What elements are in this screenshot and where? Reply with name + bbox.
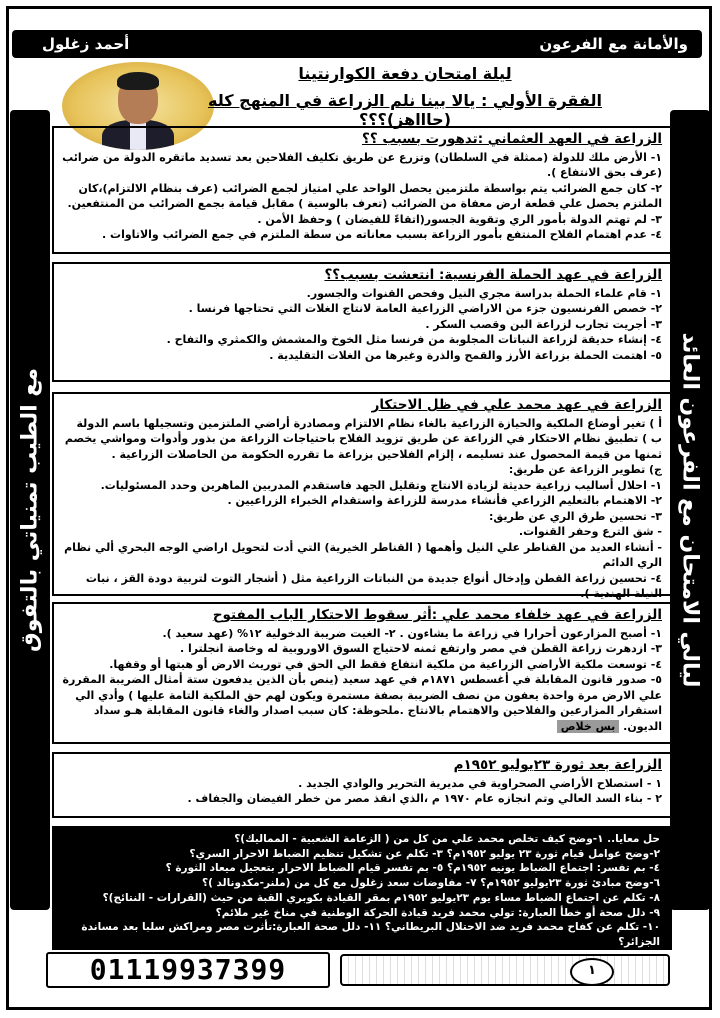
question-line: حل معايا.. ١-وضح كيف تخلص محمد علي من كل من ( الزعامة الشعبية - المماليك)؟ [234, 833, 660, 845]
section-line: ٥- اهتمت الحملة بزراعة الأرز والقمح والذرة وغيرها من الغلات التقليدية . [269, 348, 662, 362]
left-side-banner [10, 110, 50, 910]
section-line: ١- احلال أساليب زراعية حديثة لزيادة الانتاج وتقليل الجهد فاستقدم المدربين الماهرين وحدد المسئوليات. [100, 478, 662, 492]
section-title: الزراعة بعد ثورة ٢٣يوليو ١٩٥٢م [453, 757, 662, 773]
phone-number: 01119937399 [46, 952, 330, 988]
section-title: الزراعة في العهد العثماني :تدهورت بسبب ؟؟ [362, 131, 662, 147]
page-title: ليلة امتحان دفعة الكوارنتينا [298, 64, 512, 83]
section-line: ج) تطوير الزراعة عن طريق: [508, 463, 662, 476]
section-title: الزراعة في عهد محمد علي في ظل الاحتكار [371, 397, 662, 413]
section-line: ٣- لم تهتم الدولة بأمور الري وتقوية الجسور(اتقاءً للفيضان ) وحفظ الأمن . [257, 212, 662, 226]
page-subtitle: الفقرة الأولي : يالا بينا نلم الزراعة في المنهج كله (حاااهز)؟؟؟ [208, 91, 602, 129]
section-line: ١- الأرض ملك للدولة (ممثلة في السلطان) وتزرع عن طريق تكليف الفلاحين بعد تسديد ماتقره الدولة من ضرائب (عرف بحق الانتفاع ). [62, 150, 662, 179]
section-line: ٤- إنشاء حديقة لزراعة النباتات المجلوبة من فرنسا مثل الخوخ والمشمش والكمثري والتفاح . [166, 333, 662, 346]
section-line: ٢- خصص الفرنسيون جزء من الاراضي الزراعية العامة لانتاج الغلات التي تحتاجها فرنسا . [188, 302, 662, 315]
section-line: ٢- الاهتمام بالتعليم الزراعي فأنشاء مدرسة للزراعة واستقدام الخبراء الزراعيين . [227, 494, 662, 507]
section-line: ٤- توسعت ملكية الأراضي الزراعية من ملكية انتفاع فقط الي الحق في توريث الارض أو هبتها أو وقفها. [109, 657, 662, 671]
section-title: الزراعة في عهد خلفاء محمد علي :أثر سقوط الاحتكار الباب المفتوح [212, 607, 662, 623]
section-mohamed-ali [52, 392, 672, 600]
question-line: ٨- تكلم عن اجتماع الضباط مساء يوم ٢٣يوليو ١٩٥٢م بمقر القيادة بكوبري القبة من حيث (القرارات - النتائج)؟ [102, 891, 660, 904]
section-line: ١ - استصلاح الأراضي الصحراوية في مديرية التحرير والوادي الجديد . [298, 776, 662, 790]
section-line: ٢- كان جمع الضرائب يتم بواسطة ملتزمين يحصل الواحد علي امتياز لجمع الضرائب (عرف بنظام الالتزام)،كان الملتزم يحصل علي قطعة ارض معفاة من الضرائب (تعرف بالوسية ) مقابل قيامة بجمع الضرائب من المنتفعين. [67, 181, 662, 210]
section-title: الزراعة في عهد الحملة الفرنسية: انتعشت بسبب؟؟ [324, 267, 662, 283]
section-line: ١- أصبح المزارعون أحرارا في زراعة ما يشاءون . ٢- الغيت ضريبة الدخولية ١٢% (عهد سعيد ). [162, 626, 662, 640]
practice-questions [52, 826, 672, 950]
page-number: ١ [570, 958, 614, 986]
section-line: ٣- ازدهرت زراعة القطن في مصر وارتفع ثمنه لاحتياج السوق الاوروبية له وخاصة انجلترا . [179, 642, 662, 655]
header-left-tag: أحمد زغلول [42, 35, 130, 53]
section-french [52, 262, 672, 382]
section-line: - شق الترع وحفر القنوات. [518, 525, 662, 538]
header-right-tag: والأمانة مع الفرعون [539, 35, 688, 53]
right-side-banner [670, 110, 710, 910]
highlight-badge: بس خلاص [557, 720, 620, 733]
section-ottoman [52, 126, 672, 254]
section-successors [52, 602, 672, 744]
section-line: ب ) تطبيق نظام الاحتكار في الزراعة عن طريق تزويد الفلاح باحتياجات الزراعة من بذور وأدوات ومواشي يخصم ثمنها من قيمة المحصول عند تسليمه ، إلزام الفلاحين بزراعة ما تقرره الحكومة من الحاصلات الزراعية . [64, 432, 662, 461]
section-line: - أنشاء العديد من القناطر علي النيل وأهمها ( القناطر الخيرية) التي أدت لتحويل اراضي الوجه البحري ألي نظام الري الدائم [64, 540, 662, 569]
right-side-text: ليالي الامتحان مع الفرعون العائد [677, 332, 703, 688]
section-line: ٤- تحسين زراعة القطن وإدخال أنواع جديدة من النباتات الزراعية مثل ( أشجار التوت لتربية دودة القز ، نبات النيلة الهندية ). [85, 571, 662, 600]
question-line: ١٠- تكلم عن كفاح محمد فريد ضد الاحتلال البريطاني؟ ١١- دلل صحة العبارة:تأثرت مصر ومراكش سلبا بعد مساندة الجزائر؟ [81, 921, 660, 948]
footer-bar [340, 954, 670, 986]
section-line: أ ) تغير أوضاع الملكية والحيازة الزراعية بالغاء نظام الالتزام ومصادرة أراضي الملتزمين وتسجيلها باسم الدولة [76, 416, 662, 430]
section-1952 [52, 752, 672, 818]
left-side-text: مع الطيب تمنياتي بالتفوق [17, 368, 43, 652]
section-line: ٣- أجريت تجارب لزراعة البن وقصب السكر . [425, 317, 662, 331]
header-band [12, 30, 702, 58]
section-line: ٥- صدور قانون المقابلة في أغسطس ١٨٧١م في عهد سعيد (ينص بأن الذين يدفعون ستة أمثال الضريبة المقررة علي الارض مرة واحدة يعفون من نصف الضريبة بصفة مستمرة ويكون لهم حق الملكية التامة عليها ) وأدي الي استقرار المزارعين والفلاحين والاهتمام بالانتاج .ملحوظة: كان سبب اصدار والغاء قانون المقابلة هـو سداد الديون. [62, 673, 662, 733]
question-line: ٤- بم تفسر: اجتماع الضباط يونيه ١٩٥٢م؟ ٥- بم تفسر قيام الضباط الاحرار بتعجيل ميعاد الثورة ؟ [165, 862, 660, 875]
section-line: ٣- تحسين طرق الري عن طريق: [489, 509, 662, 523]
section-line: ٤- عدم اهتمام الفلاح المنتفع بأمور الزراعة بسبب معاناته من سطة الملتزم في جمع الضرائب والاتاوات . [102, 228, 662, 241]
section-line: ١- قام علماء الحملة بدراسة مجري النيل وفحص القنوات والجسور. [306, 286, 662, 300]
question-line: ٢-وضح عوامل قيام ثورة ٢٣ يوليو ١٩٥٢م؟ ٣- تكلم عن تشكيل تنظيم الضباط الاحرار السري؟ [189, 847, 660, 860]
question-line: ٦-وضح مبادئ ثورة ٢٣يوليو ١٩٥٢م؟ ٧- مفاوضات سعد زغلول مع كل من (ملنر-مكدونالد )؟ [202, 877, 660, 890]
page-heading [160, 64, 650, 129]
question-line: ٩- دلل صحة أو خطأ العبارة: تولي محمد فريد قيادة الحركة الوطنية في مناخ غير ملائم؟ [215, 906, 660, 919]
section-line: ٢ - بناء السد العالي وتم انجازه عام ١٩٧٠ م ،الذي انقذ مصر من خطر الفيضان والجفاف . [187, 792, 662, 805]
